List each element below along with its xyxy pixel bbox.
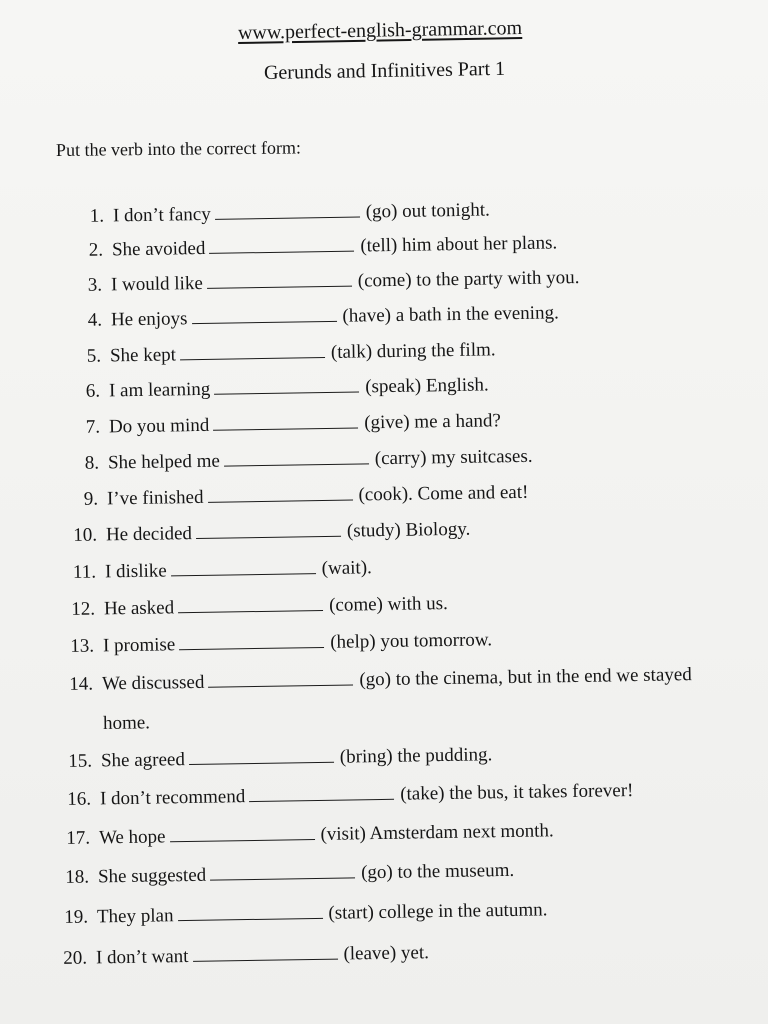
answer-blank[interactable] (208, 670, 353, 687)
item-prefix: We discussed (101, 671, 205, 695)
item-prefix: Do you mind (108, 414, 210, 438)
item-number: 8. (84, 452, 100, 474)
exercise-item (70, 482, 529, 511)
exercise-item (60, 899, 548, 929)
item-suffix: (start) college in the autumn. (328, 899, 548, 924)
item-suffix: (come) with us. (328, 593, 449, 616)
exercise-item (73, 339, 496, 368)
item-number: 13. (70, 635, 95, 657)
item-number: 7. (85, 416, 101, 438)
exercise-item (72, 374, 489, 403)
item-number: 11. (72, 561, 97, 583)
item-suffix: (take) the bus, it takes forever! (400, 780, 634, 805)
answer-blank[interactable] (210, 863, 355, 880)
item-suffix: (cook). Come and eat! (358, 481, 529, 506)
item-suffix: (talk) during the film. (330, 339, 496, 363)
item-number: 14. (69, 673, 94, 695)
exercise-item (63, 780, 634, 811)
exercise-item (59, 942, 429, 970)
exercise-item (61, 860, 515, 889)
exercise-item (65, 664, 692, 696)
item-prefix: I dislike (104, 560, 167, 583)
item-suffix: (wait). (321, 557, 372, 580)
item-suffix: (give) me a hand? (364, 410, 502, 434)
exercise-item (66, 629, 492, 658)
item-suffix: (go) out tonight. (365, 199, 490, 223)
item-suffix: (help) you tomorrow. (330, 629, 493, 653)
exercise-item (62, 820, 554, 850)
worksheet-title: Gerunds and Infinitives Part 1 (263, 57, 506, 84)
answer-blank[interactable] (171, 559, 316, 576)
answer-blank[interactable] (249, 785, 394, 802)
answer-blank[interactable] (207, 486, 352, 503)
exercise-item (67, 593, 448, 621)
item-suffix: (go) to the cinema, but in the end we stayed (359, 664, 692, 691)
item-prefix: I don’t fancy (112, 203, 211, 227)
answer-blank[interactable] (192, 945, 337, 962)
item-prefix: She suggested (97, 864, 207, 888)
item-number: 15. (68, 750, 93, 772)
item-number: 9. (83, 488, 99, 510)
answer-blank[interactable] (207, 272, 352, 289)
item-prefix: I promise (102, 634, 176, 657)
answer-blank[interactable] (169, 825, 314, 842)
item-prefix: I would like (110, 272, 203, 296)
exercise-item (74, 302, 559, 332)
exercise-item (76, 200, 490, 228)
item-suffix: (speak) English. (365, 374, 489, 398)
item-prefix: He enjoys (110, 308, 188, 331)
item-number: 5. (86, 345, 102, 367)
item-prefix: She helped me (107, 450, 220, 474)
exercise-item (68, 557, 372, 584)
answer-blank[interactable] (179, 633, 324, 650)
item-number: 2. (88, 239, 104, 261)
item-continuation: home. (102, 712, 151, 734)
item-prefix: I don’t recommend (99, 786, 246, 810)
item-number: 16. (67, 788, 92, 810)
answer-blank[interactable] (180, 343, 325, 360)
item-prefix: They plan (96, 905, 174, 928)
item-suffix: (leave) yet. (343, 942, 430, 965)
exercise-item (69, 519, 471, 547)
item-suffix: (tell) him about her plans. (360, 232, 558, 257)
answer-blank[interactable] (214, 377, 359, 394)
exercise-item (74, 267, 580, 297)
item-suffix: (have) a bath in the evening. (342, 302, 559, 327)
answer-blank[interactable] (209, 237, 354, 254)
exercise-item (72, 410, 501, 439)
item-suffix: (go) to the museum. (360, 859, 515, 884)
item-number: 20. (63, 947, 88, 969)
item-prefix: She agreed (100, 749, 186, 772)
item-number: 12. (71, 598, 96, 620)
answer-blank[interactable] (191, 307, 336, 324)
item-number: 6. (85, 380, 101, 402)
item-number: 10. (73, 524, 98, 546)
item-prefix: I don’t want (95, 945, 189, 969)
answer-blank[interactable] (196, 522, 341, 539)
exercise-item (75, 232, 558, 262)
answer-blank[interactable] (178, 596, 323, 613)
item-number: 18. (65, 866, 90, 888)
item-suffix: (carry) my suitcases. (374, 445, 533, 470)
item-prefix: She kept (109, 344, 177, 367)
item-number: 17. (66, 827, 91, 849)
item-prefix: We hope (98, 826, 166, 849)
exercise-item (64, 744, 493, 773)
item-suffix: (bring) the pudding. (339, 744, 493, 768)
item-suffix: (visit) Amsterdam next month. (320, 820, 554, 845)
answer-blank[interactable] (215, 203, 360, 220)
exercise-item (71, 446, 533, 475)
item-number: 19. (64, 906, 89, 928)
answer-blank[interactable] (224, 449, 369, 466)
answer-blank[interactable] (213, 414, 358, 431)
item-prefix: She avoided (111, 237, 206, 261)
item-number: 3. (87, 274, 103, 296)
answer-blank[interactable] (189, 748, 334, 765)
item-suffix: (come) to the party with you. (357, 267, 580, 292)
instruction-text: Put the verb into the correct form: (55, 137, 302, 160)
site-url: www.perfect-english-grammar.com (237, 17, 523, 44)
item-prefix: He decided (105, 523, 193, 546)
item-prefix: He asked (103, 597, 175, 620)
item-number: 4. (87, 309, 103, 331)
item-prefix: I’ve finished (106, 486, 204, 510)
item-prefix: I am learning (108, 378, 211, 402)
item-number: 1. (89, 205, 105, 227)
answer-blank[interactable] (177, 904, 322, 921)
item-suffix: (study) Biology. (346, 518, 471, 542)
